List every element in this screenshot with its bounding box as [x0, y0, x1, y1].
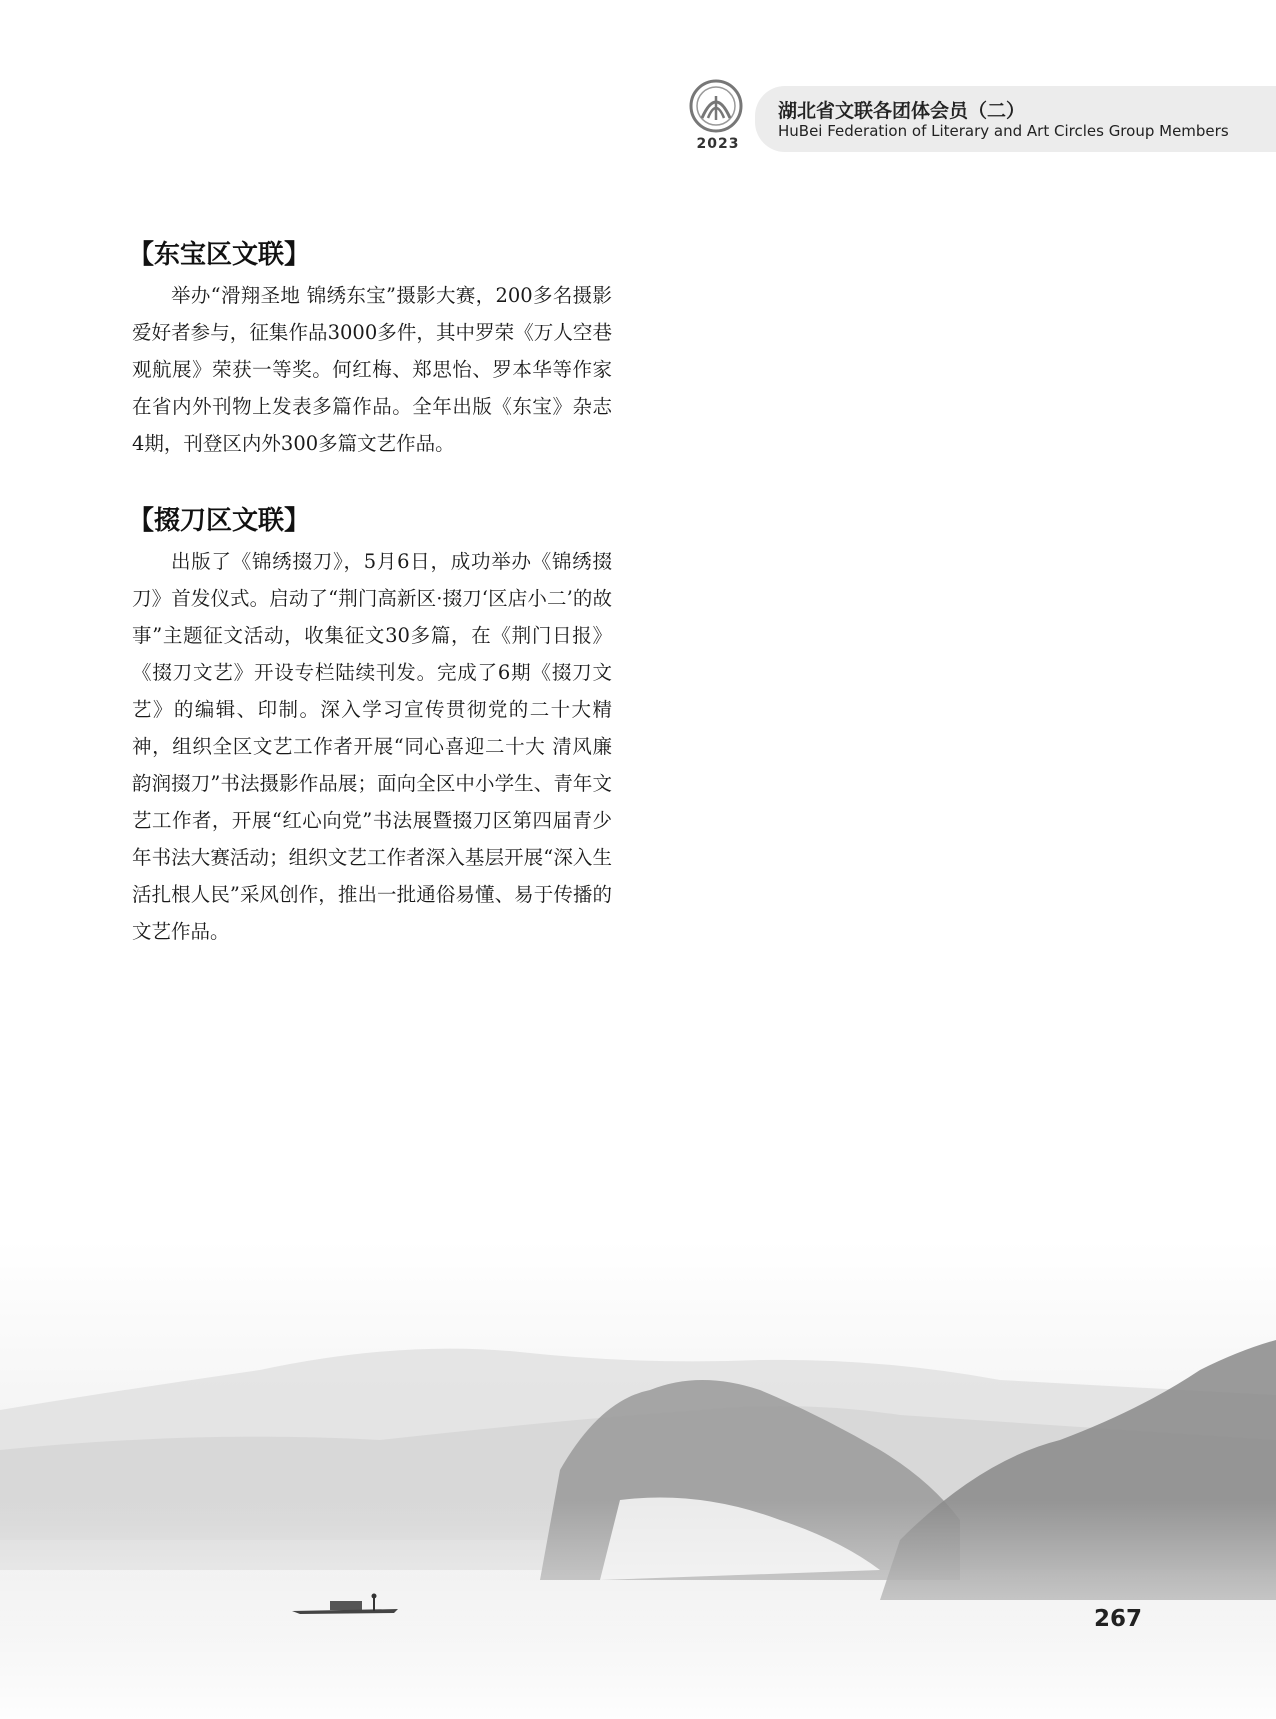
page-number: 267	[1094, 1606, 1143, 1632]
header-subtitle: HuBei Federation of Literary and Art Circles Group Members	[778, 122, 1229, 140]
federation-emblem-icon	[688, 78, 744, 134]
section-title: 【掇刀区文联】	[128, 506, 311, 536]
header-title: 湖北省文联各团体会员（二）	[778, 100, 1026, 122]
section-duodao	[128, 500, 612, 950]
section-body: 举办“滑翔圣地 锦绣东宝”摄影大赛，200多名摄影爱好者参与，征集作品3000多件，其中罗荣《万人空巷观航展》荣获一等奖。何红梅、郑思怡、罗本华等作家在省内外刊物上发表多篇作品。全年出版《东宝》杂志4期，刊登区内外300多篇文艺作品。	[132, 284, 612, 455]
article-content	[128, 234, 612, 950]
misty-mountain-landscape	[0, 1240, 1276, 1719]
section-dongbao	[128, 234, 612, 462]
section-body: 出版了《锦绣掇刀》，5月6日，成功举办《锦绣掇刀》首发仪式。启动了“荆门高新区·掇刀‘区店小二’的故事”主题征文活动，收集征文30多篇，在《荆门日报》《掇刀文艺》开设专栏陆续刊发。完成了6期《掇刀文艺》的编辑、印制。深入学习宣传贯彻党的二十大精神，组织全区文艺工作者开展“同心喜迎二十大 清风廉韵润掇刀”书法摄影作品展；面向全区中小学生、青年文艺工作者，开展“红心向党”书法展暨掇刀区第四届青少年书法大赛活动；组织文艺工作者深入基层开展“深入生活扎根人民”采风创作，推出一批通俗易懂、易于传播的文艺作品。	[132, 550, 612, 943]
section-title: 【东宝区文联】	[128, 240, 311, 270]
header-year: 2023	[696, 136, 740, 152]
